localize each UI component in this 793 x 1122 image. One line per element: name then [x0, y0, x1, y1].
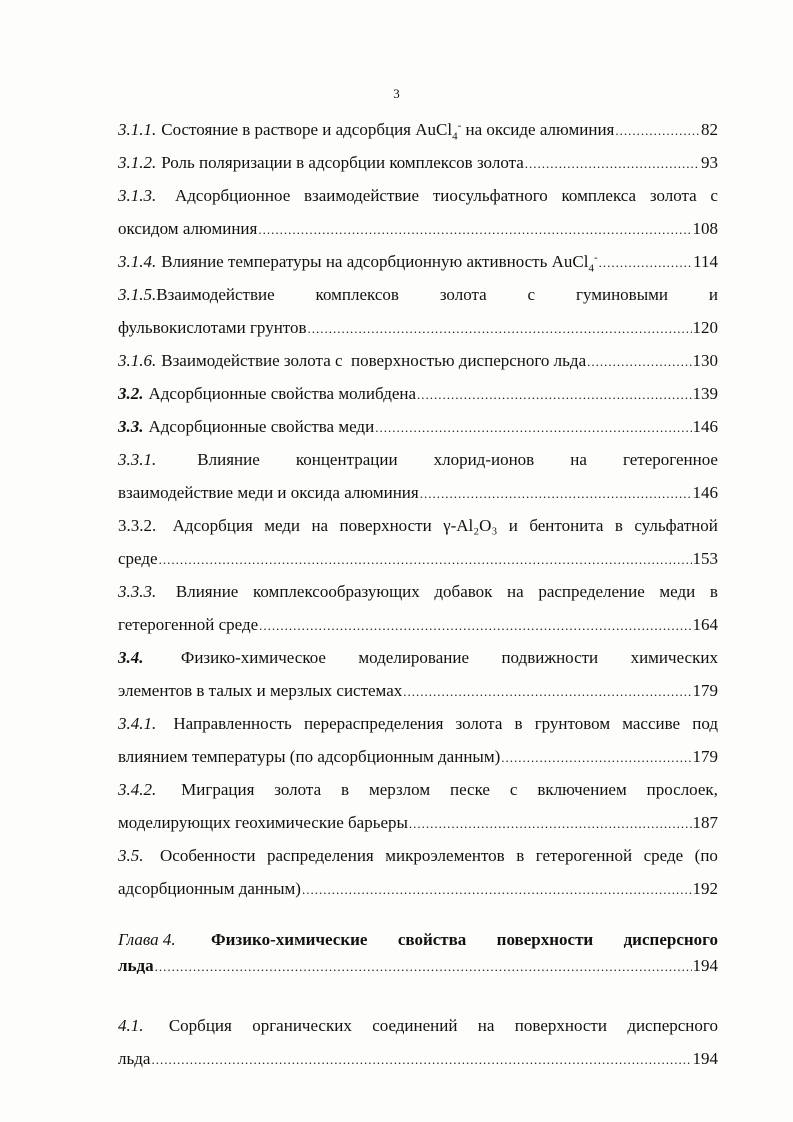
- toc-title: Роль поляризации в адсорбции комплексов золота: [161, 153, 524, 172]
- toc-entry-3-3-2-cont[interactable]: [118, 542, 718, 575]
- toc-entry-3-1-5[interactable]: 3.1.5.Взаимодействие комплексов золота с гуминовыми и: [118, 285, 718, 304]
- dot-leader: [501, 741, 691, 774]
- toc-title: моделирующих геохимические барьеры: [118, 813, 408, 832]
- toc-page: 179: [692, 681, 718, 700]
- dot-leader: [587, 345, 691, 378]
- toc-page: 194: [692, 956, 718, 975]
- dot-leader: [308, 312, 692, 345]
- toc-number: 3.1.4.: [118, 252, 157, 271]
- toc-entry-3-1-5-cont[interactable]: [118, 311, 718, 344]
- spacer: [118, 979, 718, 1009]
- toc-entry-3-5[interactable]: 3.5. Особенности распределения микроэлементов в гетерогенной среде (по: [118, 839, 718, 872]
- toc-number: 3.3.1.: [118, 450, 157, 469]
- toc-page: 139: [692, 384, 718, 403]
- toc-page: 146: [692, 483, 718, 502]
- table-of-contents: [118, 113, 718, 1075]
- toc-chapter-4-cont[interactable]: [118, 953, 718, 979]
- toc-page: 146: [692, 417, 718, 436]
- toc-title: Состояние в растворе и адсорбция AuCl$_4$- на оксиде алюминия: [161, 119, 615, 143]
- toc-title: Влияние температуры на адсорбционную активность AuCl$_4$-: [161, 251, 598, 275]
- toc-number: 3.2.: [118, 384, 144, 403]
- toc-page: 164: [692, 615, 718, 634]
- toc-title: Взаимодействие золота с поверхностью дисперсного льда: [161, 351, 587, 370]
- dot-leader: [259, 609, 691, 642]
- toc-entry-3-1-2[interactable]: [118, 146, 718, 179]
- toc-entry-3-3[interactable]: [118, 410, 718, 443]
- toc-title: влиянием температуры (по адсорбционным данным): [118, 747, 501, 766]
- toc-number: 3.1.6.: [118, 351, 157, 370]
- toc-title: среде: [118, 549, 158, 568]
- toc-chapter-4[interactable]: Глава 4. Физико-химические свойства поверхности дисперсного: [118, 927, 718, 953]
- toc-title: адсорбционным данным): [118, 879, 301, 898]
- toc-entry-3-4-1[interactable]: 3.4.1. Направленность перераспределения золота в грунтовом массиве под: [118, 707, 718, 740]
- toc-entry-3-3-1[interactable]: 3.3.1. Влияние концентрации хлорид-ионов на гетерогенное: [118, 443, 718, 476]
- dot-leader: [155, 954, 692, 980]
- toc-entry-3-3-2[interactable]: 3.3.2. Адсорбция меди на поверхности γ-Al₂O₃ и бентонита в сульфатной: [118, 509, 718, 542]
- toc-page: 82: [701, 120, 718, 139]
- toc-number: 3.1.2.: [118, 153, 157, 172]
- toc-title: взаимодействие меди и оксида алюминия: [118, 483, 419, 502]
- toc-number: 3.4.1.: [118, 714, 157, 733]
- dot-leader: [375, 411, 691, 444]
- toc-title: Адсорбционные свойства меди: [148, 417, 375, 436]
- toc-entry-3-4-2-cont[interactable]: [118, 806, 718, 839]
- toc-entry-3-3-3[interactable]: 3.3.3. Влияние комплексообразующих добавок на распределение меди в: [118, 575, 718, 608]
- toc-title: льда: [118, 1049, 151, 1068]
- toc-entry-3-1-3[interactable]: 3.1.3. Адсорбционное взаимодействие тиосульфатного комплекса золота с: [118, 179, 718, 212]
- dot-leader: [525, 147, 700, 180]
- toc-entry-3-3-1-cont[interactable]: [118, 476, 718, 509]
- dot-leader: [417, 378, 691, 411]
- toc-title: льда: [118, 956, 154, 975]
- toc-entry-3-4[interactable]: 3.4. Физико-химическое моделирование подвижности химических: [118, 641, 718, 674]
- toc-number: 4.1.: [118, 1016, 144, 1035]
- toc-page: 120: [692, 318, 718, 337]
- toc-title: фульвокислотами грунтов: [118, 318, 307, 337]
- dot-leader: [409, 807, 692, 840]
- toc-entry-3-1-6[interactable]: [118, 344, 718, 377]
- toc-page: 187: [692, 813, 718, 832]
- toc-title: элементов в талых и мерзлых системах: [118, 681, 403, 700]
- toc-number: 3.1.1.: [118, 120, 157, 139]
- dot-leader: [599, 246, 693, 279]
- toc-entry-3-5-cont[interactable]: [118, 872, 718, 905]
- toc-number: 3.1.5.: [118, 285, 157, 304]
- toc-page: 179: [692, 747, 718, 766]
- toc-page: 114: [693, 252, 718, 271]
- toc-number: 3.1.3.: [118, 186, 157, 205]
- dot-leader: [403, 675, 691, 708]
- toc-page: 93: [701, 153, 718, 172]
- toc-page: 108: [692, 219, 718, 238]
- toc-entry-3-4-2[interactable]: 3.4.2. Миграция золота в мерзлом песке с включением прослоек,: [118, 773, 718, 806]
- toc-entry-3-2[interactable]: [118, 377, 718, 410]
- toc-entry-3-1-4[interactable]: [118, 245, 718, 278]
- toc-entry-4-1-cont[interactable]: [118, 1042, 718, 1075]
- toc-number: 3.3.2.: [118, 516, 157, 535]
- dot-leader: [258, 213, 691, 246]
- toc-entry-3-3-3-cont[interactable]: [118, 608, 718, 641]
- chapter-label: Глава 4.: [118, 930, 176, 949]
- dot-leader: [151, 1043, 691, 1076]
- toc-title: Адсорбционные свойства молибдена: [148, 384, 417, 403]
- toc-entry-4-1[interactable]: 4.1. Сорбция органических соединений на поверхности дисперсного: [118, 1009, 718, 1042]
- toc-entry-3-1-3-cont[interactable]: [118, 212, 718, 245]
- toc-number: 3.3.: [118, 417, 144, 436]
- toc-page: 194: [692, 1049, 718, 1068]
- toc-number: 3.4.: [118, 648, 144, 667]
- toc-number: 3.5.: [118, 846, 144, 865]
- spacer: [118, 905, 718, 927]
- toc-title: оксидом алюминия: [118, 219, 258, 238]
- toc-page: 153: [692, 549, 718, 568]
- toc-number: 3.4.2.: [118, 780, 157, 799]
- dot-leader: [420, 477, 692, 510]
- dot-leader: [302, 873, 692, 906]
- toc-entry-3-4-1-cont[interactable]: [118, 740, 718, 773]
- toc-entry-3-1-1[interactable]: [118, 113, 718, 146]
- toc-number: 3.3.3.: [118, 582, 157, 601]
- dot-leader: [615, 114, 700, 147]
- toc-page: 192: [692, 879, 718, 898]
- dot-leader: [159, 543, 692, 576]
- toc-entry-3-4-cont[interactable]: [118, 674, 718, 707]
- toc-title: гетерогенной среде: [118, 615, 259, 634]
- page-number: 3: [393, 86, 400, 101]
- toc-page: 130: [692, 351, 718, 370]
